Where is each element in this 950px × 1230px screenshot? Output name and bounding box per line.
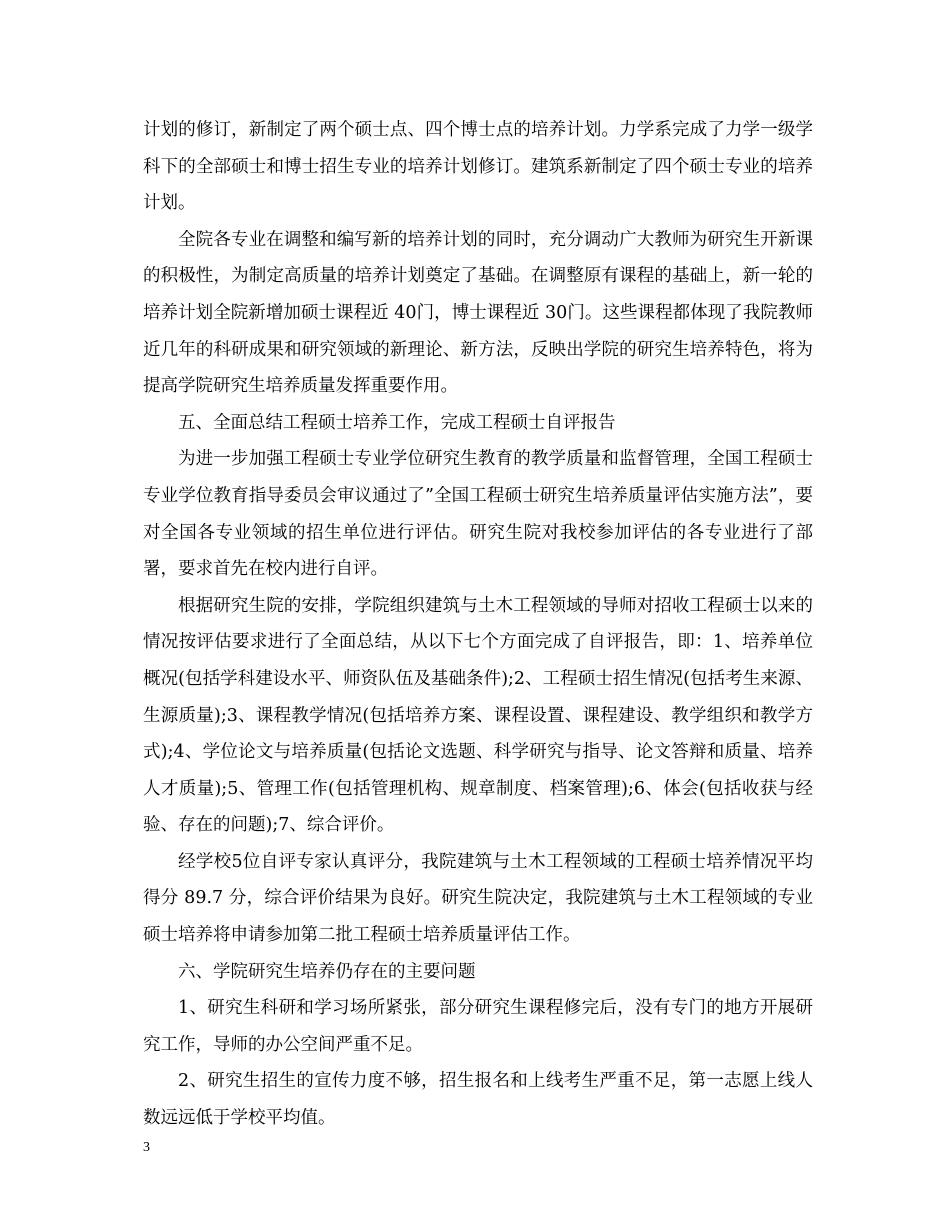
problem-item-2: 2、研究生招生的宣传力度不够，招生报名和上线考生严重不足，第一志愿上线人数远远低于学校平均值。 xyxy=(143,1071,813,1129)
section-heading-five: 五、全面总结工程硕士培养工作，完成工程硕士自评报告 xyxy=(178,412,616,433)
paragraph-curriculum: 全院各专业在调整和编写新的培养计划的同时，充分调动广大教师为研究生开新课的积极性，为制定高质量的培养计划奠定了基础。在调整原有课程的基础上，新一轮的培养计划全院新增加硕士课程近 40门，博士课程近 30门。这些课程都体现了我院教师近几年的科研成果和研究领域的新理论、新方法，反映出学院的研究生培养特色，将为提高学院研究生培养质量发挥重要作用。 xyxy=(143,229,813,397)
paragraph-score: 经学校5位自评专家认真评分，我院建筑与土木工程领域的工程硕士培养情况平均得分 89.7 分，综合评价结果为良好。研究生院决定，我院建筑与土木工程领域的专业硕士培养将申请参加第二批工程硕士培养质量评估工作。 xyxy=(143,851,813,946)
section-heading-six: 六、学院研究生培养仍存在的主要问题 xyxy=(178,961,476,982)
paragraph-evaluation-method: 为进一步加强工程硕士专业学位研究生教育的教学质量和监督管理，全国工程硕士专业学位教育指导委员会审议通过了”全国工程硕士研究生培养质量评估实施方法”，要对全国各专业领域的招生单位进行评估。研究生院对我校参加评估的各专业进行了部署，要求首先在校内进行自评。 xyxy=(143,449,813,580)
problem-item-1: 1、研究生科研和学习场所紧张，部分研究生课程修完后，没有专门的地方开展研究工作，导师的办公空间严重不足。 xyxy=(143,998,813,1055)
paragraph-self-assessment: 根据研究生院的安排，学院组织建筑与土木工程领域的导师对招收工程硕士以来的情况按评估要求进行了全面总结，从以下七个方面完成了自评报告，即：1、培养单位概况(包括学科建设水平、师资队伍及基础条件);2、工程硕士招生情况(包括考生来源、生源质量);3、课程教学情况(包括培养方案、课程设置、课程建设、教学组织和教学方式);4、学位论文与培养质量(包括论文选题、科学研究与指导、论文答辩和质量、培养人才质量);5、管理工作(包括管理机构、规章制度、档案管理);6、体会(包括收获与经验、存在的问题);7、综合评价。 xyxy=(143,595,813,836)
page-number: 3 xyxy=(143,1140,150,1155)
paragraph-continuation: 计划的修订，新制定了两个硕士点、四个博士点的培养计划。力学系完成了力学一级学科下的全部硕士和博士招生专业的培养计划修订。建筑系新制定了四个硕士专业的培养计划。 xyxy=(143,120,813,214)
document-body xyxy=(143,112,813,1137)
